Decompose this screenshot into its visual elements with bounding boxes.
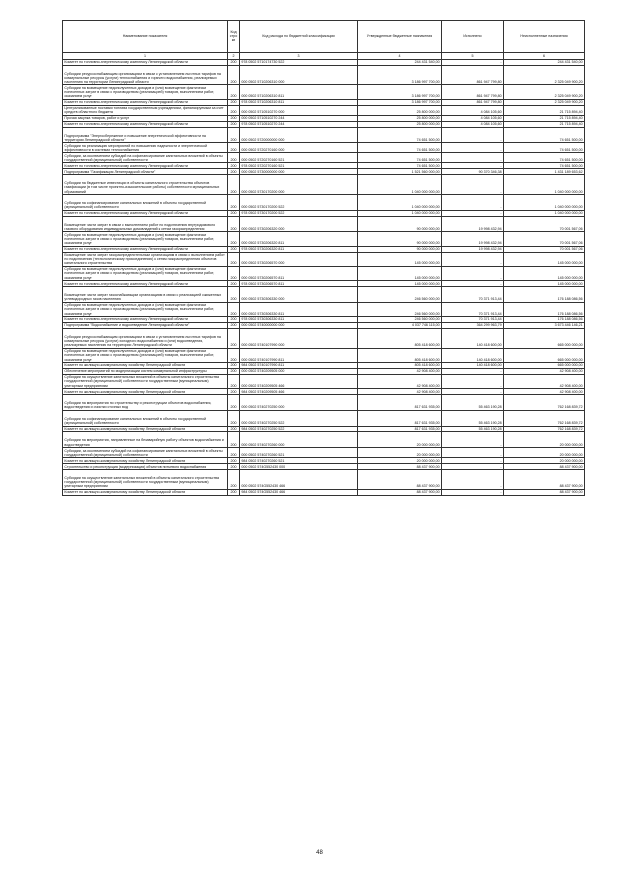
row-remaining: 88 437 900,00 (504, 489, 585, 495)
column-numbers-row (63, 52, 585, 59)
row-approved: 74 651 500,00 (358, 143, 442, 153)
row-remaining: 74 651 500,00 (504, 143, 585, 153)
row-classification-code: 000 0502 5730206570 811 (240, 266, 358, 280)
row-classification-code: 978 0502 5710206310 811 (240, 99, 358, 105)
row-approved: 145 000 000,00 (358, 281, 442, 287)
row-classification-code: 000 0502 5720270160 000 (240, 143, 358, 153)
row-approved: 25 800 000,00 (358, 121, 442, 127)
row-remaining: 1 040 000 000,00 (504, 210, 585, 216)
row-line-code: 200 (228, 121, 240, 127)
table-row (63, 470, 585, 490)
row-line-code: 200 (228, 169, 240, 175)
row-approved: 20 000 000,00 (358, 432, 442, 448)
row-line-code: 200 (228, 323, 240, 329)
row-executed: - (442, 163, 504, 169)
row-executed: - (442, 448, 504, 458)
row-name: Субсидии на осуществление капитальных вложений в объекты капитального строительства государственной (муниципальной) собственности государственным (муниципальным) унитарным предприятиям (63, 374, 228, 388)
row-executed: - (442, 252, 504, 266)
row-classification-code: 000 0502 5710510270 000 (240, 105, 358, 115)
row-remaining: 2 325 049 900,20 (504, 99, 585, 105)
row-executed: - (442, 210, 504, 216)
row-approved: 805 418 600,00 (358, 363, 442, 369)
row-line-code: 200 (228, 281, 240, 287)
table-row (63, 153, 585, 163)
row-name: Комитет по топливно-энергетическому комплексу Ленинградской области (63, 210, 228, 216)
row-approved: 3 186 997 700,00 (358, 99, 442, 105)
table-row (63, 216, 585, 232)
row-approved: 20 000 000,00 (358, 458, 442, 464)
row-classification-code: 000 0502 5740107990 000 (240, 328, 358, 348)
table-row (63, 232, 585, 246)
row-remaining: 74 651 500,00 (504, 153, 585, 163)
row-line-code: 200 (228, 368, 240, 374)
row-remaining: 1 040 000 000,00 (504, 195, 585, 211)
row-classification-code: 000 0502 5730206320 811 (240, 232, 358, 246)
row-executed: 19 998 432,94 (442, 246, 504, 252)
column-number: 5 (442, 52, 504, 59)
row-executed: 861 947 799,80 (442, 65, 504, 85)
row-approved: 1 521 560 000,00 (358, 169, 442, 175)
row-classification-code: 978 0502 5730206320 811 (240, 246, 358, 252)
row-name: Строительство и реконструкция (модернизация) объектов питьевого водоснабжения (63, 464, 228, 470)
row-name: Субсидии на возмещение недополученных доходов и (или) возмещение фактически понесенных затрат в связи с производством (реализацией) товаров, выполнением работ, оказанием услуг (63, 232, 228, 246)
row-name: Субсидии на реализацию мероприятий по повышению надежности и энергетической эффективности в системах теплоснабжения (63, 143, 228, 153)
row-executed: - (442, 143, 504, 153)
table-header-row (63, 21, 585, 53)
row-classification-code: 000 0502 574G552430 000 (240, 464, 358, 470)
header-line-code: Код стро ки (228, 21, 240, 53)
header-classification-code: Код расхода по бюджетной классификации (240, 21, 358, 53)
row-classification-code: 978 0502 5710174730 522 (240, 59, 358, 65)
row-classification-code: 000 0502 5720270160 521 (240, 153, 358, 163)
row-classification-code: 000 0502 5740209505 466 (240, 374, 358, 388)
row-classification-code: 984 0502 5740107990 811 (240, 363, 358, 369)
row-classification-code: 984 0502 5740270250 522 (240, 426, 358, 432)
row-name: Субсидии, за исключением субсидий на софинансирование капитальных вложений в объекты государственной (муниципальной) собственности (63, 153, 228, 163)
row-approved: 25 800 000,00 (358, 115, 442, 121)
row-executed: 55 463 190,28 (442, 410, 504, 426)
row-classification-code: 000 0502 5740270260 521 (240, 448, 358, 458)
row-remaining: 21 715 894,40 (504, 121, 585, 127)
row-remaining: 21 715 894,40 (504, 105, 585, 115)
row-name: Комитет по топливно-энергетическому комплексу Ленинградской области (63, 59, 228, 65)
row-name: Возмещение части затрат газораспределительным организациям в связи с выполнением работ по подключению (технологическому присоединению) к сетям газораспределения объектов капитального строительства (63, 252, 228, 266)
row-classification-code: 000 0502 5710206310 811 (240, 85, 358, 99)
row-approved: 88 437 900,00 (358, 470, 442, 490)
row-approved: 42 908 400,00 (358, 368, 442, 374)
row-approved: 25 800 000,00 (358, 105, 442, 115)
row-remaining: 145 000 000,00 (504, 281, 585, 287)
row-remaining: 762 168 839,72 (504, 410, 585, 426)
row-line-code: 200 (228, 374, 240, 388)
row-remaining: 3 673 446 146,21 (504, 323, 585, 329)
row-name: Комитет по топливно-энергетическому комплексу Ленинградской области (63, 121, 228, 127)
table-row (63, 266, 585, 280)
row-line-code: 200 (228, 175, 240, 195)
table-row (63, 287, 585, 303)
row-approved: 1 040 000 000,00 (358, 175, 442, 195)
row-executed: - (442, 458, 504, 464)
row-remaining: 145 000 000,00 (504, 266, 585, 280)
column-number: 2 (228, 52, 240, 59)
row-executed: - (442, 127, 504, 143)
row-executed: 55 463 190,28 (442, 426, 504, 432)
row-classification-code: 000 0502 5740270250 000 (240, 395, 358, 411)
row-classification-code: 000 0502 574G552430 466 (240, 470, 358, 490)
row-line-code: 200 (228, 65, 240, 85)
row-name: Комитет по топливно-энергетическому комплексу Ленинградской области (63, 281, 228, 287)
row-executed: 861 947 799,80 (442, 99, 504, 105)
row-line-code: 200 (228, 470, 240, 490)
row-line-code: 200 (228, 99, 240, 105)
table-row (63, 410, 585, 426)
table-row (63, 328, 585, 348)
row-line-code: 200 (228, 464, 240, 470)
row-remaining: 42 908 400,00 (504, 374, 585, 388)
row-name: Субсидии на возмещение недополученных доходов и (или) возмещение фактически понесенных затрат в связи с производством (реализацией) товаров, выполнением работ, оказанием услуг (63, 302, 228, 316)
row-classification-code: 000 0502 5730206570 000 (240, 252, 358, 266)
row-approved: 246 560 000,00 (358, 302, 442, 316)
row-line-code: 200 (228, 348, 240, 362)
row-line-code: 200 (228, 432, 240, 448)
row-name: Подпрограмма "Газификация Ленинградской области" (63, 169, 228, 175)
row-approved: 145 000 000,00 (358, 252, 442, 266)
row-approved: 805 418 600,00 (358, 328, 442, 348)
row-remaining: 665 000 000,00 (504, 328, 585, 348)
row-name: Субсидии на мероприятия, направленные на безаварийную работу объектов водоснабжения и водоотведения (63, 432, 228, 448)
row-name: Комитет по жилищно-коммунальному хозяйству Ленинградской области (63, 458, 228, 464)
row-line-code: 200 (228, 395, 240, 411)
row-approved: 42 908 400,00 (358, 374, 442, 388)
row-executed: - (442, 374, 504, 388)
row-classification-code: 000 0502 5730170200 522 (240, 195, 358, 211)
row-line-code: 200 (228, 127, 240, 143)
row-classification-code: 984 0502 5740270260 521 (240, 458, 358, 464)
table-row (63, 65, 585, 85)
row-executed: 140 418 600,00 (442, 328, 504, 348)
row-executed: 364 299 963,79 (442, 323, 504, 329)
row-remaining: 74 651 500,00 (504, 163, 585, 169)
row-name: Комитет по жилищно-коммунальному хозяйству Ленинградской области (63, 363, 228, 369)
row-remaining: 176 188 086,56 (504, 317, 585, 323)
row-remaining: 88 437 900,00 (504, 470, 585, 490)
row-classification-code: 000 0502 5730000000 000 (240, 169, 358, 175)
row-name: Комитет по жилищно-коммунальному хозяйству Ленинградской области (63, 426, 228, 432)
row-executed: - (442, 195, 504, 211)
table-row (63, 302, 585, 316)
row-remaining: 88 437 900,00 (504, 464, 585, 470)
row-name: Субсидии на софинансирование капитальных вложений в объекты государственной (муниципальной) собственности (63, 410, 228, 426)
row-name: Комитет по топливно-энергетическому комплексу Ленинградской области (63, 246, 228, 252)
row-remaining: 1 040 000 000,00 (504, 175, 585, 195)
row-approved: 1 040 000 000,00 (358, 195, 442, 211)
row-classification-code: 978 0502 5730306330 811 (240, 317, 358, 323)
row-name: Субсидии на возмещение недополученных доходов и (или) возмещение фактически понесенных затрат в связи с производством (реализацией) товаров, выполнением работ, оказанием услуг (63, 266, 228, 280)
row-classification-code: 978 0502 5730170200 522 (240, 210, 358, 216)
row-name: Подпрограмма "Водоснабжение и водоотведение Ленинградской области" (63, 323, 228, 329)
row-line-code: 200 (228, 426, 240, 432)
row-executed: - (442, 59, 504, 65)
row-classification-code: 984 0502 5740209505 466 (240, 389, 358, 395)
row-line-code: 200 (228, 105, 240, 115)
row-line-code: 200 (228, 389, 240, 395)
row-remaining: 665 000 000,00 (504, 348, 585, 362)
row-name: Комитет по топливно-энергетическому комплексу Ленинградской области (63, 163, 228, 169)
row-classification-code: 000 0502 5740209505 000 (240, 368, 358, 374)
row-remaining: 2 325 049 900,20 (504, 65, 585, 85)
row-approved: 817 631 935,00 (358, 395, 442, 411)
row-approved: 20 000 000,00 (358, 448, 442, 458)
row-line-code: 200 (228, 266, 240, 280)
table-row (63, 105, 585, 115)
table-row (63, 195, 585, 211)
row-approved: 145 000 000,00 (358, 266, 442, 280)
row-approved: 805 418 600,00 (358, 348, 442, 362)
row-remaining: 244 431 540,00 (504, 59, 585, 65)
column-number: 4 (358, 52, 442, 59)
row-classification-code: 000 0502 5730306330 811 (240, 302, 358, 316)
row-remaining: 2 325 049 900,20 (504, 85, 585, 99)
row-executed: 70 371 913,44 (442, 302, 504, 316)
row-executed: 861 947 799,80 (442, 85, 504, 99)
row-executed: 19 998 432,94 (442, 216, 504, 232)
row-name: Субсидии на мероприятия по строительству и реконструкции объектов водоснабжения, водоотведения и очистки сточных вод (63, 395, 228, 411)
row-approved: 90 000 000,00 (358, 232, 442, 246)
row-approved: 817 631 935,00 (358, 410, 442, 426)
row-executed: - (442, 281, 504, 287)
row-executed: 4 084 105,60 (442, 115, 504, 121)
row-remaining: 145 000 000,00 (504, 252, 585, 266)
row-name: Обеспечение мероприятий по модернизации систем коммунальной инфраструктуры (63, 368, 228, 374)
row-classification-code: 000 0502 5730306330 000 (240, 287, 358, 303)
row-approved: 74 651 500,00 (358, 127, 442, 143)
row-remaining: 762 168 839,72 (504, 395, 585, 411)
column-number: 6 (504, 52, 585, 59)
row-classification-code: 000 0502 5740107990 811 (240, 348, 358, 362)
row-classification-code: 000 0502 5730206320 000 (240, 216, 358, 232)
row-name: Комитет по жилищно-коммунальному хозяйству Ленинградской области (63, 389, 228, 395)
row-classification-code: 000 0502 5740000000 000 (240, 323, 358, 329)
row-approved: 4 037 746 115,00 (358, 323, 442, 329)
row-name: Прочая закупка товаров, работ и услуг (63, 115, 228, 121)
row-approved: 90 000 000,00 (358, 246, 442, 252)
row-remaining: 20 000 000,00 (504, 458, 585, 464)
row-line-code: 200 (228, 458, 240, 464)
header-executed: Исполнено (442, 21, 504, 53)
row-name: Субсидии на возмещение недополученных доходов и (или) возмещение фактически понесенных затрат в связи с производством (реализацией) товаров, выполнением работ, оказанием услуг (63, 348, 228, 362)
row-executed: 140 418 600,00 (442, 348, 504, 362)
row-classification-code: 978 0502 5710510270 244 (240, 121, 358, 127)
row-line-code: 200 (228, 216, 240, 232)
row-remaining: 20 000 000,00 (504, 448, 585, 458)
row-executed: - (442, 153, 504, 163)
row-name: Субсидии на бюджетные инвестиции в объекты капитального строительства объектов газификации (в том числе проектно-изыскательские работы) собственности муниципальных образований (63, 175, 228, 195)
budget-execution-table (62, 20, 585, 496)
row-approved: 246 560 000,00 (358, 317, 442, 323)
row-executed: 55 463 190,28 (442, 395, 504, 411)
row-line-code: 200 (228, 302, 240, 316)
row-executed: - (442, 175, 504, 195)
row-line-code: 200 (228, 153, 240, 163)
row-line-code: 200 (228, 85, 240, 99)
row-line-code: 200 (228, 448, 240, 458)
row-name: Субсидии на осуществление капитальных вложений в объекты капитального строительства государственной (муниципальной) собственности государственным (муниципальным) унитарным предприятиям (63, 470, 228, 490)
row-approved: 3 186 997 700,00 (358, 85, 442, 99)
row-line-code: 200 (228, 143, 240, 153)
row-remaining: 665 000 000,00 (504, 363, 585, 369)
row-line-code: 200 (228, 59, 240, 65)
row-line-code: 200 (228, 163, 240, 169)
row-remaining: 70 001 567,06 (504, 232, 585, 246)
row-executed: 140 418 600,00 (442, 363, 504, 369)
row-remaining: 762 168 839,72 (504, 426, 585, 432)
row-remaining: 20 000 000,00 (504, 432, 585, 448)
row-approved: 246 560 000,00 (358, 287, 442, 303)
table-row (63, 252, 585, 266)
row-approved: 244 431 540,00 (358, 59, 442, 65)
row-approved: 88 437 900,00 (358, 489, 442, 495)
row-executed: 70 371 913,44 (442, 317, 504, 323)
row-classification-code: 000 0502 5710510270 244 (240, 115, 358, 121)
row-classification-code: 000 0502 5740270250 522 (240, 410, 358, 426)
row-line-code: 200 (228, 210, 240, 216)
row-approved: 1 040 000 000,00 (358, 210, 442, 216)
row-executed: 19 998 432,94 (442, 232, 504, 246)
row-executed: - (442, 470, 504, 490)
row-classification-code: 978 0502 5720270160 521 (240, 163, 358, 169)
row-executed: 4 084 105,60 (442, 121, 504, 127)
row-approved: 74 651 500,00 (358, 163, 442, 169)
row-approved: 817 631 935,00 (358, 426, 442, 432)
row-line-code: 200 (228, 246, 240, 252)
row-approved: 3 186 997 700,00 (358, 65, 442, 85)
row-executed: - (442, 266, 504, 280)
row-name: Возмещение части затрат газоснабжающим организациям в связи с реализацией сжиженных углеводородных газов населению (63, 287, 228, 303)
row-executed: 4 084 105,60 (442, 105, 504, 115)
row-approved: 88 437 900,00 (358, 464, 442, 470)
row-line-code: 200 (228, 410, 240, 426)
row-remaining: 21 715 894,40 (504, 115, 585, 121)
row-executed: 70 371 913,44 (442, 287, 504, 303)
row-classification-code: 984 0502 574G552430 466 (240, 489, 358, 495)
row-name: Субсидии на софинансирование капитальных вложений в объекты государственной (муниципальной) собственности (63, 195, 228, 211)
table-row (63, 127, 585, 143)
row-line-code: 200 (228, 252, 240, 266)
row-line-code: 200 (228, 328, 240, 348)
column-number: 1 (63, 52, 228, 59)
table-row (63, 395, 585, 411)
row-classification-code: 000 0502 5740270260 000 (240, 432, 358, 448)
row-remaining: 42 908 400,00 (504, 368, 585, 374)
row-name: Централизованные поставки топлива государственным учреждениям, финансируемым за счет средств областного бюджета (63, 105, 228, 115)
table-body (63, 59, 585, 495)
row-executed: - (442, 368, 504, 374)
row-name: Субсидии на возмещение недополученных доходов и (или) возмещение фактически понесенных затрат в связи с производством (реализацией) товаров, выполнением работ, оказанием услуг (63, 85, 228, 99)
row-name: Комитет по топливно-энергетическому комплексу Ленинградской области (63, 317, 228, 323)
row-classification-code: 978 0502 5730206570 811 (240, 281, 358, 287)
row-line-code: 200 (228, 317, 240, 323)
row-remaining: 70 001 567,06 (504, 216, 585, 232)
row-remaining: 74 651 500,00 (504, 127, 585, 143)
table-row (63, 489, 585, 495)
column-number: 3 (240, 52, 358, 59)
table-row (63, 374, 585, 388)
header-remaining: Неисполненные назначения (504, 21, 585, 53)
row-line-code: 200 (228, 115, 240, 121)
row-approved: 90 000 000,00 (358, 216, 442, 232)
row-name: Подпрограмма "Энергосбережение и повышение энергетической эффективности на территории Ленинградской области" (63, 127, 228, 143)
row-executed: - (442, 389, 504, 395)
row-remaining: 176 188 086,56 (504, 287, 585, 303)
row-classification-code: 000 0502 5710206310 000 (240, 65, 358, 85)
table-row (63, 175, 585, 195)
table-row (63, 85, 585, 99)
row-remaining: 176 188 086,56 (504, 302, 585, 316)
table-row (63, 448, 585, 458)
row-remaining: 42 908 400,00 (504, 389, 585, 395)
row-name: Субсидии ресурсоснабжающим организациям в связи с установлением льготных тарифов на коммунальные ресурсы (услуги) холодного водоснабжения и (или) водоотведения, реализуемых населению на территории Ленинградской области (63, 328, 228, 348)
row-name: Комитет по жилищно-коммунальному хозяйству Ленинградской области (63, 489, 228, 495)
row-remaining: 70 001 567,06 (504, 246, 585, 252)
row-remaining: 1 431 189 653,62 (504, 169, 585, 175)
row-name: Комитет по топливно-энергетическому комплексу Ленинградской области (63, 99, 228, 105)
row-executed: - (442, 432, 504, 448)
row-executed: - (442, 489, 504, 495)
row-name: Возмещение части затрат в связи с выполнением работ по подключению внутридомового газового оборудования индивидуальных домовладений к сетям газораспределения (63, 216, 228, 232)
row-classification-code: 000 0502 5720000000 000 (240, 127, 358, 143)
table-row (63, 348, 585, 362)
row-classification-code: 000 0502 5730170200 000 (240, 175, 358, 195)
row-line-code: 200 (228, 195, 240, 211)
row-executed: 90 370 346,38 (442, 169, 504, 175)
page-number: 48 (316, 850, 323, 856)
row-name: Субсидии ресурсоснабжающим организациям в связи с установлением льготных тарифов на коммунальные ресурсы (услуги) теплоснабжения и горячего водоснабжения, реализуемых населению на территории Ленинградской области (63, 65, 228, 85)
row-approved: 42 908 400,00 (358, 389, 442, 395)
row-name: Субсидии, за исключением субсидий на софинансирование капитальных вложений в объекты государственной (муниципальной) собственности (63, 448, 228, 458)
header-approved: Утвержденные бюджетные назначения (358, 21, 442, 53)
row-line-code: 200 (228, 287, 240, 303)
table-row (63, 143, 585, 153)
row-line-code: 200 (228, 232, 240, 246)
row-line-code: 200 (228, 489, 240, 495)
row-line-code: 200 (228, 363, 240, 369)
row-executed: - (442, 464, 504, 470)
header-name: Наименование показателя (63, 21, 228, 53)
table-row (63, 432, 585, 448)
row-approved: 74 651 500,00 (358, 153, 442, 163)
